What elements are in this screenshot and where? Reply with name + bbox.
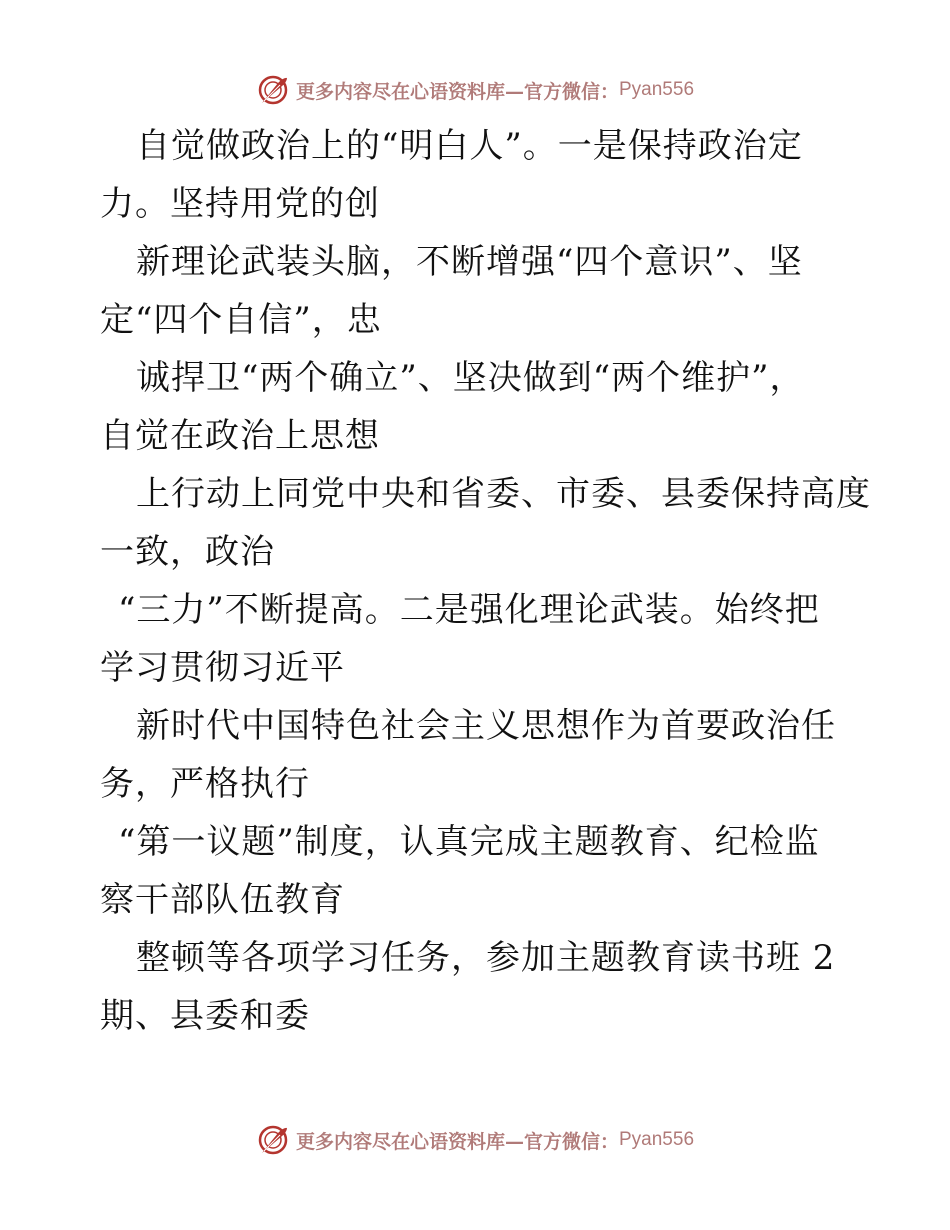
- text-line: 自觉在政治上思想: [100, 416, 380, 456]
- text-line: 一致，政治: [100, 532, 275, 572]
- text-line: 诚捍卫“两个确立”、坚决做到“两个维护”，: [136, 358, 805, 398]
- text-line: 定“四个自信”，忠: [100, 300, 382, 340]
- text-line: “三力”不断提高。二是强化理论武装。始终把: [118, 590, 820, 630]
- text-line: 上行动上同党中央和省委、市委、县委保持高度: [136, 474, 871, 514]
- feather-pen-seal-icon: [256, 1123, 290, 1157]
- header-watermark: [0, 72, 950, 108]
- text-line: 期、县委和委: [100, 996, 310, 1036]
- watermark-wechat-id: Pyan556: [619, 1129, 695, 1150]
- text-line: 学习贯彻习近平: [100, 648, 345, 688]
- watermark-text: 更多内容尽在心语资料库—官方微信：: [295, 1130, 619, 1153]
- feather-pen-seal-icon: [256, 73, 290, 107]
- text-line: 察干部队伍教育: [100, 880, 345, 920]
- text-line: “第一议题”制度，认真完成主题教育、纪检监: [118, 822, 820, 862]
- text-line: 力。坚持用党的创: [100, 184, 380, 224]
- text-line: 新理论武装头脑，不断增强“四个意识”、坚: [136, 242, 803, 282]
- watermark-text: 更多内容尽在心语资料库—官方微信：: [295, 80, 619, 103]
- text-line: 整顿等各项学习任务，参加主题教育读书班 2: [136, 938, 836, 978]
- footer-watermark: [0, 1122, 950, 1158]
- text-line: 新时代中国特色社会主义思想作为首要政治任: [136, 706, 836, 746]
- document-body: [100, 117, 870, 1045]
- text-line: 自觉做政治上的“明白人”。一是保持政治定: [136, 126, 803, 166]
- watermark-wechat-id: Pyan556: [619, 79, 695, 100]
- text-line: 务，严格执行: [100, 764, 310, 804]
